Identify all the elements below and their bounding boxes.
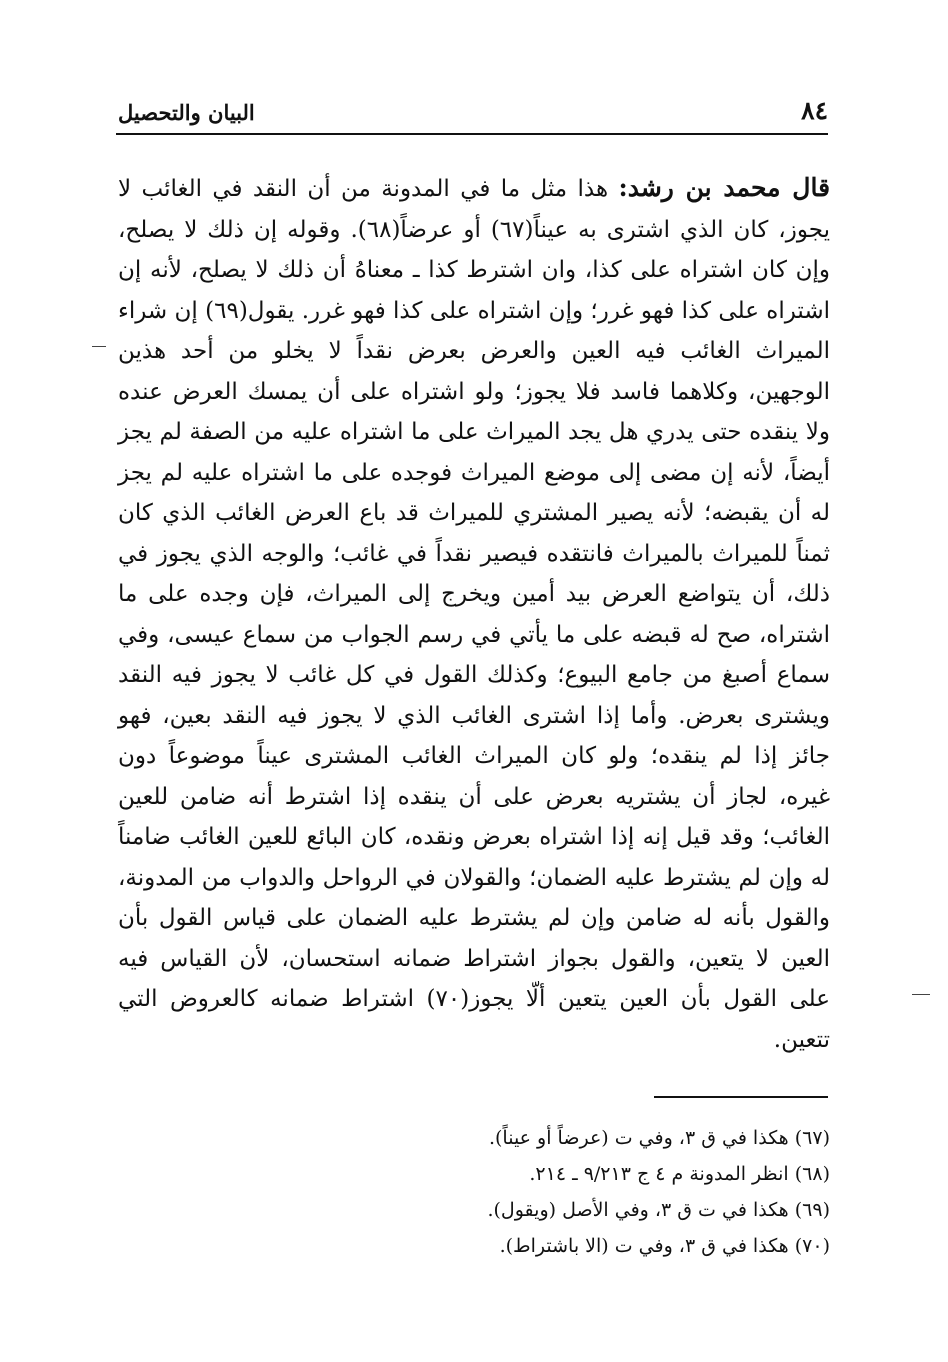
footnote-70: (٧٠) هكذا في ق ٣، وفي ت (الا باشتراط). xyxy=(499,1235,830,1257)
speaker-label: قال محمد بن رشد: xyxy=(618,173,831,202)
main-paragraph xyxy=(118,168,830,1060)
running-head xyxy=(118,96,828,132)
footnotes-list xyxy=(118,1120,830,1264)
paragraph-text: هذا مثل ما في المدونة من أن النقد في الغائب لا يجوز، كان الذي اشترى به عيناً(٦٧) أو عرضاً(٦٨). وقوله إن ذلك لا يصلح، وإن كان اشتراه على كذا، وان اشترط كذا ـ معناهُ أن ذلك لا يصلح، لأنه إن اشتراه على كذا فهو غرر؛ وإن اشتراه على كذا فهو غرر. يقول(٦٩) إن شراء الميراث الغائب فيه العين والعرض بعرض نقداً لا يخلو من أحد هذين الوجهين، وكلاهما فاسد فلا يجوز؛ ولو اشتراه على أن يمسك العرض عنده ولا ينقده حتى يدري هل يجد الميراث على ما اشتراه عليه من الصفة لم يجز أيضاً، لأنه إن مضى إلى موضع الميراث فوجده على ما اشتراه عليه لم يجز له أن يقبضه؛ لأنه يصير المشتري للميراث قد باع العرض الغائب الذي كان ثمناً للميراث بالميراث فانتقده فيصير نقداً في غائب؛ والوجه الذي يجوز في ذلك، أن يتواضع العرض بيد أمين ويخرج إلى الميراث، فإن وجده على ما اشتراه، صح له قبضه على ما يأتي في رسم الجواب من سماع عيسى، وفي سماع أصبغ من جامع البيوع؛ وكذلك القول في كل غائب لا يجوز فيه النقد ويشترى بعرض. وأما إذا اشترى الغائب الذي لا يجوز فيه النقد بعين، فهو جائز إذا لم ينقده؛ ولو كان الميراث الغائب المشترى عيناً موضوعاً دون غيره، لجاز أن يشتريه بعرض على أن ينقده إذا اشترط أنه ضامن للعين الغائب؛ وقد قيل إنه إذا اشتراه بعرض ونقده، كان البائع للعين الغائب ضامناً له وإن لم يشترط عليه الضمان؛ والقولان في الرواحل والدواب من المدونة، والقول بأنه له ضامن وإن لم يشترط عليه الضمان على قياس القول بأن العين لا يتعين، والقول بجواز اشتراط ضمانه استحسان، لأن القياس فيه على القول بأن العين يتعين ألّا يجوز(٧٠) اشتراط ضمانه كالعروض التي تتعين. xyxy=(118,176,830,1053)
footnote-67: (٦٧) هكذا في ق ٣، وفي ت (عرضاً أو عيناً). xyxy=(488,1127,830,1149)
scan-mark-left-2 xyxy=(912,994,930,995)
footnote-69: (٦٩) هكذا في ت ق ٣، وفي الأصل (ويقول). xyxy=(487,1199,830,1221)
page-number: ٨٤ xyxy=(801,96,828,125)
header-rule xyxy=(116,133,828,135)
footnote-rule xyxy=(654,1096,828,1098)
footnote-68: (٦٨) انظر المدونة م ٤ ج ٩/٢١٣ ـ ٢١٤. xyxy=(529,1163,830,1185)
scan-mark-left-1 xyxy=(92,346,106,347)
book-title: البيان والتحصيل xyxy=(118,100,255,125)
